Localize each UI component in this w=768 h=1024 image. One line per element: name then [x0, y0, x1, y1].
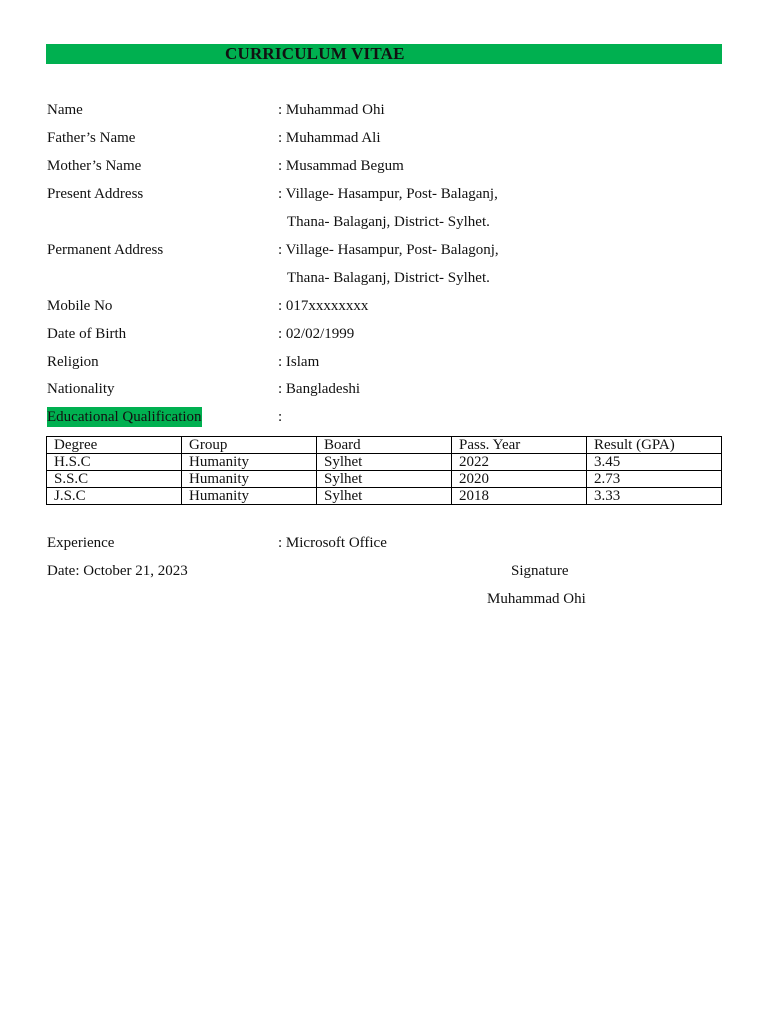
field-value: : 02/02/1999	[278, 326, 355, 342]
field-value: : Islam	[278, 354, 320, 370]
field-label: Father’s Name	[47, 130, 136, 146]
field-value: :	[278, 409, 283, 425]
table-cell: J.S.C	[47, 488, 182, 505]
field-label: Permanent Address	[47, 242, 164, 258]
table-cell: 3.33	[587, 488, 722, 505]
field-label: Name	[47, 102, 83, 118]
column-header: Group	[182, 437, 317, 454]
table-header-row	[47, 437, 722, 454]
table-cell: 2.73	[587, 471, 722, 488]
field-value: : Bangladeshi	[278, 381, 361, 397]
field-label: Mother’s Name	[47, 158, 142, 174]
education-table	[46, 436, 722, 505]
column-header: Pass. Year	[452, 437, 587, 454]
table-cell: Humanity	[182, 471, 317, 488]
field-value: : Musammad Begum	[278, 158, 404, 174]
table-cell: 2018	[452, 488, 587, 505]
table-cell: 2022	[452, 454, 587, 471]
table-cell: Sylhet	[317, 454, 452, 471]
signature-label: Signature	[511, 563, 569, 579]
column-header: Degree	[47, 437, 182, 454]
table-cell: Sylhet	[317, 488, 452, 505]
field-value: : Muhammad Ali	[278, 130, 381, 146]
field-label: Religion	[47, 354, 99, 370]
column-header: Board	[317, 437, 452, 454]
table-cell: 2020	[452, 471, 587, 488]
field-value-continuation: Thana- Balaganj, District- Sylhet.	[287, 270, 490, 286]
table-row	[47, 454, 722, 471]
field-value: : 017xxxxxxxx	[278, 298, 369, 314]
column-header: Result (GPA)	[587, 437, 722, 454]
table-cell: H.S.C	[47, 454, 182, 471]
field-value: : Muhammad Ohi	[278, 102, 385, 118]
field-label: Nationality	[47, 381, 115, 397]
field-label: Experience	[47, 535, 115, 551]
table-cell: 3.45	[587, 454, 722, 471]
field-value: : Village- Hasampur, Post- Balagonj,	[278, 242, 499, 258]
table-cell: Humanity	[182, 488, 317, 505]
table-row	[47, 471, 722, 488]
title-bar	[46, 44, 722, 64]
document-title: CURRICULUM VITAE	[225, 44, 405, 63]
field-label: Date of Birth	[47, 326, 127, 342]
field-value: : Microsoft Office	[278, 535, 387, 551]
table-cell: Humanity	[182, 454, 317, 471]
field-label: Mobile No	[47, 298, 113, 314]
education-heading: Educational Qualification	[47, 409, 202, 425]
table-cell: Sylhet	[317, 471, 452, 488]
field-label: Present Address	[47, 186, 144, 202]
table-row	[47, 488, 722, 505]
field-value: : Village- Hasampur, Post- Balaganj,	[278, 186, 498, 202]
field-value-continuation: Thana- Balaganj, District- Sylhet.	[287, 214, 490, 230]
signatory-name: Muhammad Ohi	[487, 591, 586, 607]
document-date: Date: October 21, 2023	[47, 563, 188, 579]
table-cell: S.S.C	[47, 471, 182, 488]
